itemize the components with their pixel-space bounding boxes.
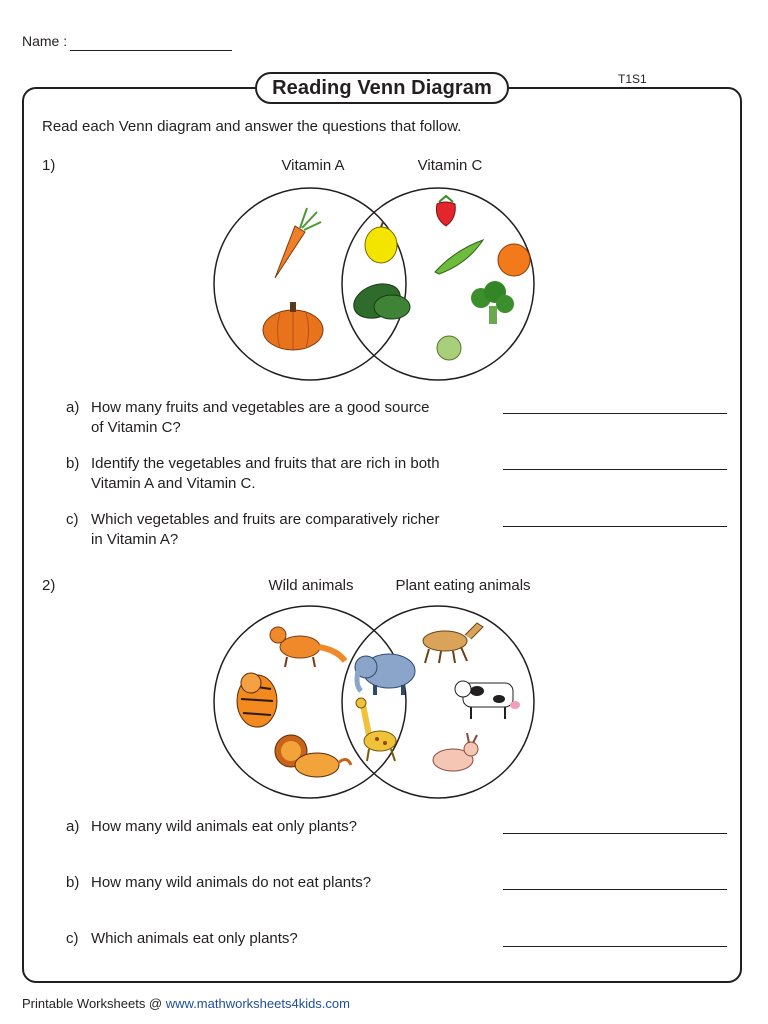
question-1a: a) How many fruits and vegetables are a good source of Vitamin C? [66, 399, 430, 436]
giraffe-icon [356, 698, 396, 761]
footer [22, 996, 350, 1011]
venn-1-right-label: Vitamin C [417, 157, 483, 174]
brussels-sprout-icon [437, 336, 461, 360]
answer-line-1b[interactable] [503, 469, 727, 470]
pumpkin-icon [263, 302, 323, 350]
cow-icon [455, 681, 520, 719]
orange-icon [498, 244, 530, 276]
question-2a: a) How many wild animals eat only plants? [66, 818, 357, 835]
elephant-icon [355, 654, 415, 695]
venn-diagram-1 [205, 180, 555, 390]
problem-1-number: 1) [42, 157, 56, 174]
worksheet-code: T1S1 [618, 72, 647, 86]
peas-icon [435, 240, 483, 274]
broccoli-icon [471, 281, 514, 324]
question-2b: b) How many wild animals do not eat plants? [66, 874, 372, 891]
venn-2-right-label: Plant eating animals [395, 577, 531, 594]
name-answer-line[interactable] [70, 50, 232, 51]
carrot-icon [275, 208, 321, 278]
worksheet-title: Reading Venn Diagram [255, 72, 509, 104]
answer-line-2c[interactable] [503, 946, 727, 947]
answer-line-2b[interactable] [503, 889, 727, 890]
lion-icon [275, 735, 351, 777]
question-2c: c) Which animals eat only plants? [66, 930, 298, 947]
strawberry-icon [436, 196, 455, 226]
answer-line-1a[interactable] [503, 413, 727, 414]
footer-prefix: Printable Worksheets @ [22, 996, 166, 1011]
footer-link[interactable]: www.mathworksheets4kids.com [165, 996, 350, 1011]
rabbit-icon [433, 733, 478, 771]
apple-icon [365, 222, 397, 263]
answer-line-2a[interactable] [503, 833, 727, 834]
answer-line-1c[interactable] [503, 526, 727, 527]
horse-icon [423, 623, 483, 663]
question-1c: c) Which vegetables and fruits are comparatively richer in Vitamin A? [66, 511, 440, 548]
instructions: Read each Venn diagram and answer the questions that follow. [42, 118, 462, 135]
fox-icon [270, 627, 345, 667]
tiger-icon [237, 673, 277, 727]
name-label: Name : [22, 33, 68, 49]
spinach-icon [349, 278, 410, 324]
venn-diagram-2 [205, 605, 555, 815]
problem-2-number: 2) [42, 577, 56, 594]
question-1b: b) Identify the vegetables and fruits that are rich in both Vitamin A and Vitamin C. [66, 455, 440, 492]
venn-2-left-label: Wild animals [268, 577, 354, 594]
venn-1-left-label: Vitamin A [281, 157, 345, 174]
